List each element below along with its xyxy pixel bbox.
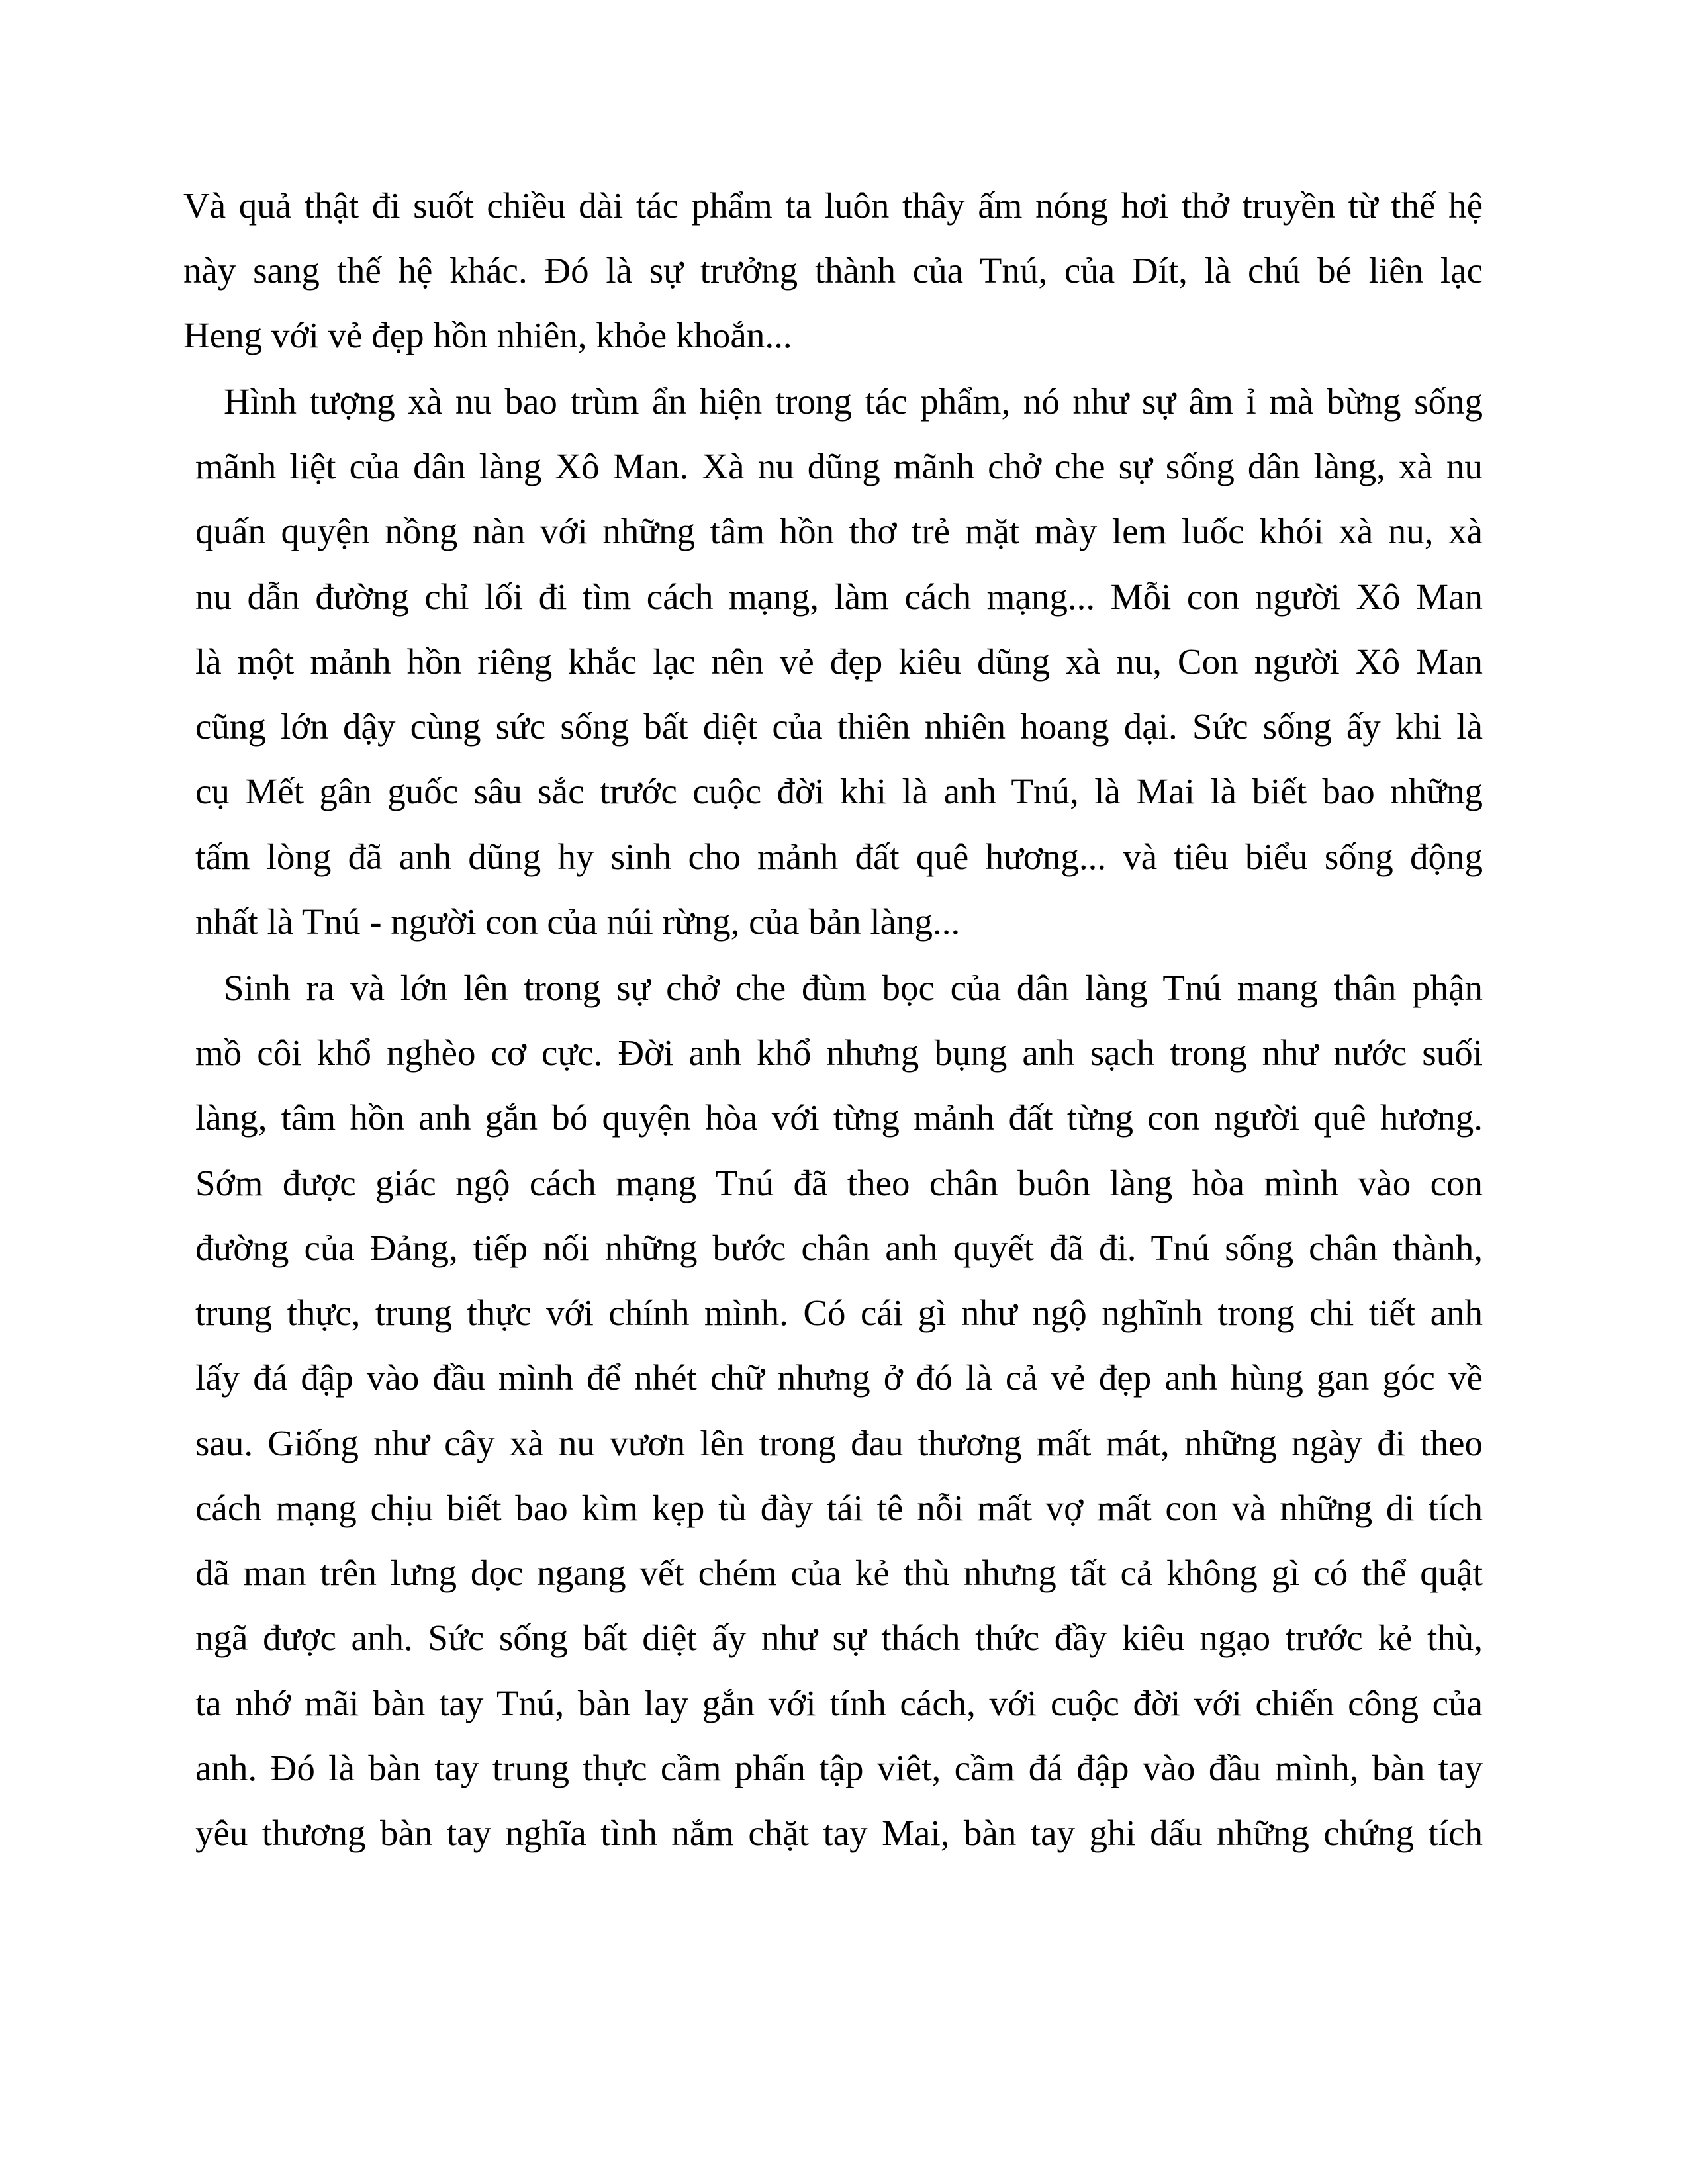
text-line: nu dẫn đường chỉ lối đi tìm cách mạng, làm cách mạng... Mỗi con người Xô Man bbox=[195, 576, 1483, 617]
text-line: ngã được anh. Sức sống bất diệt ấy như sự thách thức đầy kiêu ngạo trước kẻ thù, bbox=[195, 1617, 1483, 1658]
text-line: nhất là Tnú - người con của núi rừng, của bản làng... bbox=[195, 901, 961, 942]
text-line: Heng với vẻ đẹp hồn nhiên, khỏe khoắn... bbox=[183, 315, 792, 355]
text-line: Sinh ra và lớn lên trong sự chở che đùm bọc của dân làng Tnú mang thân phận bbox=[224, 968, 1483, 1008]
text-line: sau. Giống như cây xà nu vươn lên trong đau thương mất mát, những ngày đi theo bbox=[195, 1423, 1483, 1463]
text-line: tấm lòng đã anh dũng hy sinh cho mảnh đất quê hương... và tiêu biểu sống động bbox=[195, 837, 1483, 877]
text-line: anh. Đó là bàn tay trung thực cầm phấn tập viêt, cầm đá đập vào đầu mình, bàn tay bbox=[195, 1748, 1483, 1788]
text-line: Và quả thật đi suốt chiều dài tác phẩm ta luôn thây ấm nóng hơi thở truyền từ thế hệ bbox=[183, 185, 1483, 226]
text-line: cách mạng chịu biết bao kìm kẹp tù đày tái tê nỗi mất vợ mất con và những di tích bbox=[195, 1488, 1483, 1528]
text-line: mãnh liệt của dân làng Xô Man. Xà nu dũng mãnh chở che sự sống dân làng, xà nu bbox=[195, 446, 1483, 486]
text-line: mồ côi khổ nghèo cơ cực. Đời anh khổ nhưng bụng anh sạch trong như nước suối bbox=[195, 1032, 1483, 1073]
text-line: làng, tâm hồn anh gắn bó quyện hòa với từng mảnh đất từng con người quê hương. bbox=[195, 1097, 1483, 1138]
text-line: cụ Mết gân guốc sâu sắc trước cuộc đời khi là anh Tnú, là Mai là biết bao những bbox=[195, 771, 1483, 811]
text-line: này sang thế hệ khác. Đó là sự trưởng thành của Tnú, của Dít, là chú bé liên lạc bbox=[183, 250, 1483, 291]
text-line: đường của Đảng, tiếp nối những bước chân anh quyết đã đi. Tnú sống chân thành, bbox=[195, 1228, 1483, 1268]
text-line: lấy đá đập vào đầu mình để nhét chữ nhưng ở đó là cả vẻ đẹp anh hùng gan góc về bbox=[195, 1357, 1483, 1398]
text-line: dã man trên lưng dọc ngang vết chém của kẻ thù nhưng tất cả không gì có thể quật bbox=[195, 1553, 1483, 1593]
text-line: trung thực, trung thực với chính mình. Có cái gì như ngộ nghĩnh trong chi tiết anh bbox=[195, 1293, 1483, 1333]
text-line: ta nhớ mãi bàn tay Tnú, bàn lay gắn với tính cách, với cuộc đời với chiến công của bbox=[195, 1683, 1483, 1723]
text-line: quấn quyện nồng nàn với những tâm hồn thơ trẻ mặt mày lem luốc khói xà nu, xà bbox=[195, 511, 1483, 551]
text-line: Hình tượng xà nu bao trùm ẩn hiện trong tác phẩm, nó như sự âm ỉ mà bừng sống bbox=[224, 381, 1483, 422]
text-line: cũng lớn dậy cùng sức sống bất diệt của thiên nhiên hoang dại. Sức sống ấy khi là bbox=[195, 706, 1483, 747]
text-line: Sớm được giác ngộ cách mạng Tnú đã theo chân buôn làng hòa mình vào con bbox=[195, 1163, 1483, 1203]
text-line: là một mảnh hồn riêng khắc lạc nên vẻ đẹp kiêu dũng xà nu, Con người Xô Man bbox=[195, 641, 1483, 682]
text-line: yêu thương bàn tay nghĩa tình nắm chặt tay Mai, bàn tay ghi dấu những chứng tích bbox=[195, 1813, 1483, 1853]
